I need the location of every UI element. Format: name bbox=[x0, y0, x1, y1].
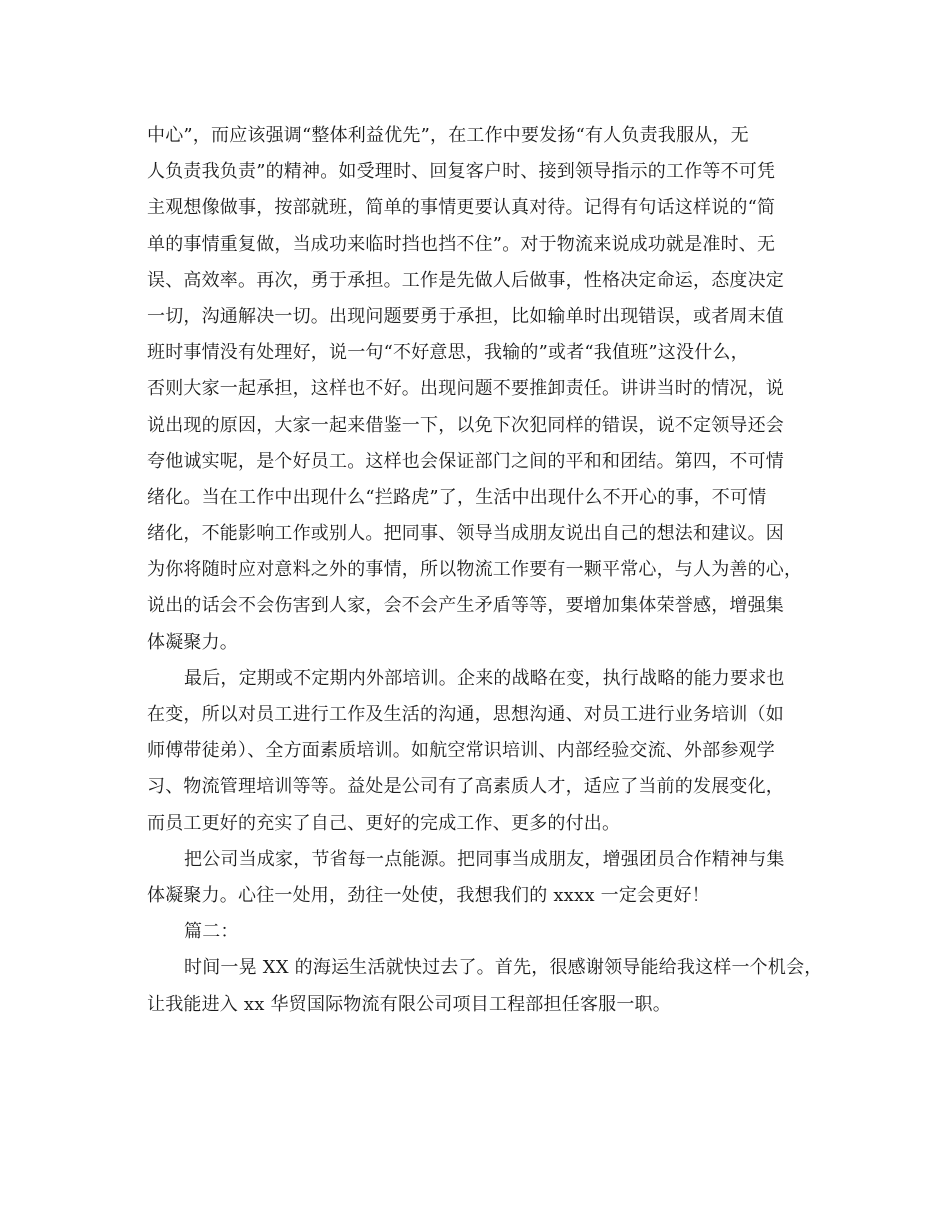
text-line: 夸他诚实呢，是个好员工。这样也会保证部门之间的平和和团结。第四，不可情 bbox=[147, 450, 784, 472]
body-text bbox=[147, 118, 827, 1023]
text-line: 说出现的原因，大家一起来借鉴一下，以免下次犯同样的错误，说不定领导还会 bbox=[147, 414, 784, 436]
paragraph-start-line: 时间一晃 XX 的海运生活就快过去了。首先，很感谢领导能给我这样一个机会， bbox=[184, 957, 823, 979]
text-line: 中心”，而应该强调“整体利益优先”，在工作中要发扬“有人负责我服从，无 bbox=[147, 125, 749, 146]
section-heading: 篇二： bbox=[184, 921, 239, 943]
paragraph-start-line: 最后，定期或不定期内外部培训。企来的战略在变，执行战略的能力要求也 bbox=[184, 667, 785, 689]
text-line: 师傅带徒弟）、全方面素质培训。如航空常识培训、内部经验交流、外部参观学 bbox=[147, 740, 775, 762]
text-line: 体凝聚力。 bbox=[147, 631, 238, 653]
text-line: 班时事情没有处理好，说一句“不好意思，我输的”或者“我值班”这没什么， bbox=[147, 342, 749, 364]
text-line: 一切，沟通解决一切。出现问题要勇于承担，比如输单时出现错误，或者周末值 bbox=[147, 305, 784, 327]
text-line: 人负责我负责”的精神。如受理时、回复客户时、接到领导指示的工作等不可凭 bbox=[147, 161, 776, 183]
text-line: 说出的话会不会伤害到人家，会不会产生矛盾等等，要增加集体荣誉感，增强集 bbox=[147, 595, 784, 617]
text-line: 绪化。当在工作中出现什么“拦路虎”了，生活中出现什么不开心的事，不可情 bbox=[147, 486, 767, 508]
text-line: 绪化，不能影响工作或别人。把同事、领导当成朋友说出自己的想法和建议。因 bbox=[147, 523, 784, 545]
text-line: 而员工更好的充实了自己、更好的完成工作、更多的付出。 bbox=[147, 812, 621, 834]
paragraph-start-line: 把公司当成家，节省每一点能源。把同事当成朋友，增强团员合作精神与集 bbox=[184, 848, 785, 870]
text-line: 习、物流管理培训等等。益处是公司有了高素质人才，适应了当前的发展变化， bbox=[147, 776, 784, 798]
text-line: 主观想像做事，按部就班，简单的事情更要认真对待。记得有句话这样说的“简 bbox=[147, 197, 776, 219]
text-line: 误、高效率。再次，勇于承担。工作是先做人后做事，性格决定命运，态度决定 bbox=[147, 269, 784, 291]
text-line: 体凝聚力。心往一处用，劲往一处使，我想我们的 xxxx 一定会更好！ bbox=[147, 884, 710, 906]
text-line: 为你将随时应对意料之外的事情，所以物流工作要有一颗平常心，与人为善的心， bbox=[147, 559, 803, 581]
text-line: 单的事情重复做，当成功来临时挡也挡不住”。对于物流来说成功就是准时、无 bbox=[147, 233, 776, 255]
text-line: 让我能进入 xx 华贸国际物流有限公司项目工程部担任客服一职。 bbox=[147, 993, 671, 1015]
text-line: 否则大家一起承担，这样也不好。出现问题不要推卸责任。讲讲当时的情况，说 bbox=[147, 378, 784, 400]
text-line: 在变，所以对员工进行工作及生活的沟通，思想沟通、对员工进行业务培训（如 bbox=[147, 704, 784, 725]
